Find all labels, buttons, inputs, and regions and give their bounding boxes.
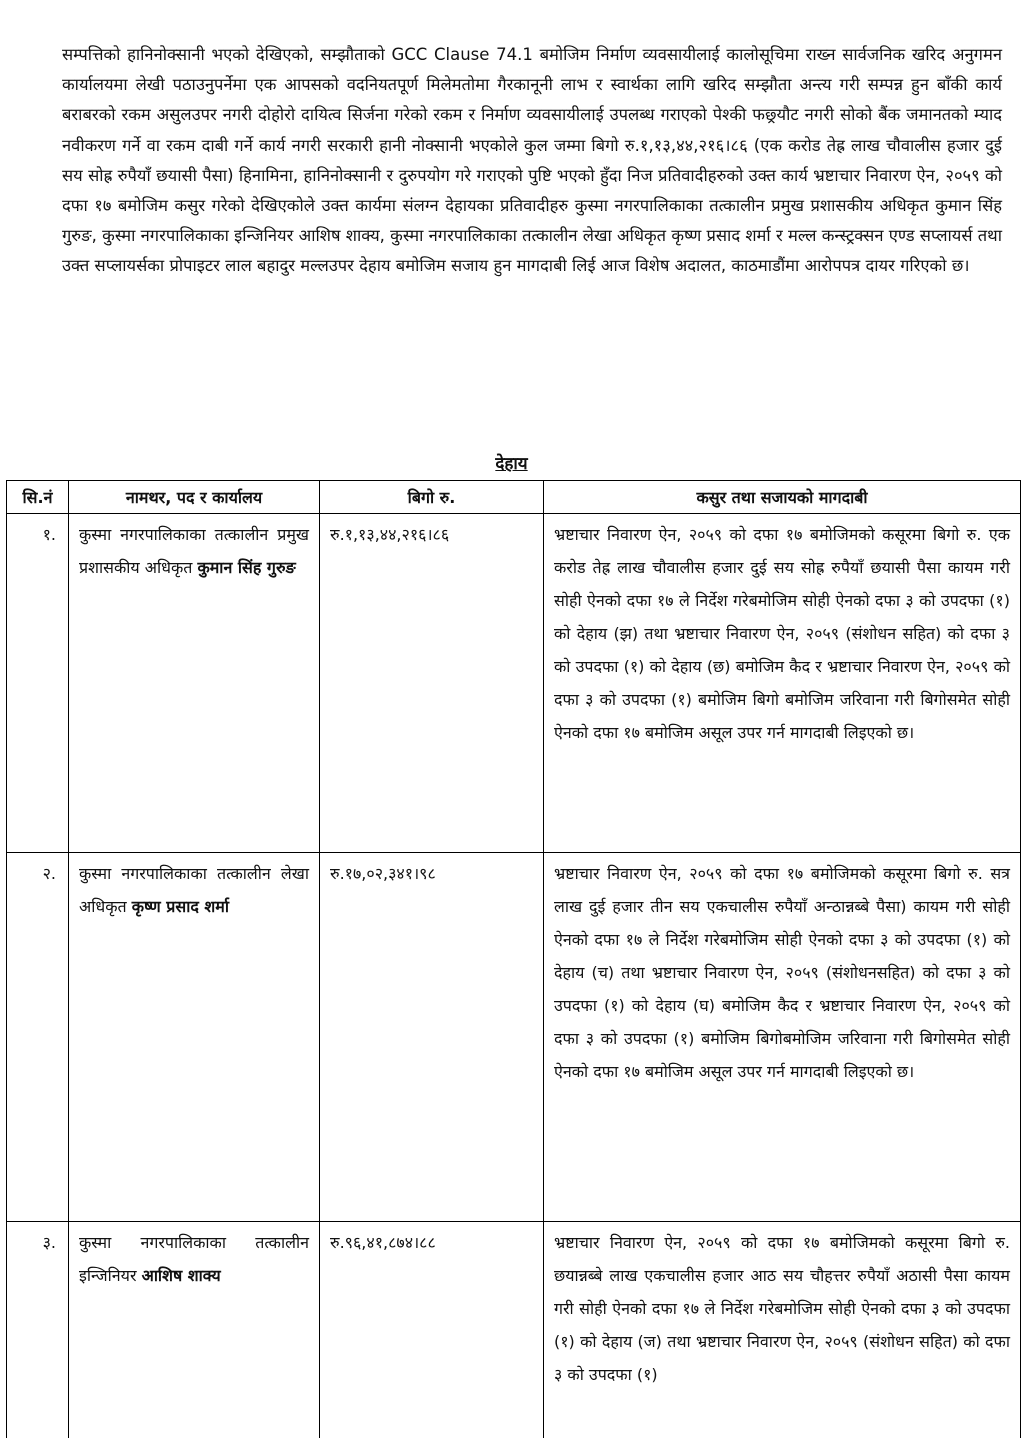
intro-paragraph: सम्पत्तिको हानिनोक्सानी भएको देखिएको, सम्झौताको GCC Clause 74.1 बमोजिम निर्माण व्यवसायीलाई कालोसूचिमा राख्न सार्वजनिक खरिद अनुगमन कार्यालयमा लेखी पठाउनुपर्नेमा एक आपसको वदनियतपूर्ण मिलेमतोमा गैरकानूनी लाभ र स्वार्थका लागि खरिद सम्झौता अन्त्य गरी सम्पन्न हुन बाँकी कार्य बराबरको रकम असुलउपर नगरी दोहोरो दायित्व सिर्जना गरेको रकम र निर्माण व्यवसायीलाई उपलब्ध गराएको पेश्की फछ्र्यौट नगरी सोको बैंक जमानतको म्याद नवीकरण गर्ने वा रकम दाबी गर्ने कार्य नगरी सरकारी हानी नोक्सानी भएकोले कुल जम्मा बिगो रु.१,१३,४४,२१६।८६ (एक करोड तेह्र लाख चौवालीस हजार दुई सय सोह्र रुपैयाँ छयासी पैसा) हिनामिना, हानिनोक्सानी र दुरुपयोग गरे गराएको पुष्टि भएको हुँदा निज प्रतिवादीहरुको उक्त कार्य भ्रष्टाचार निवारण ऐन, २०५९ को दफा १७ बमोजिम कसुर गरेको देखिएकोले उक्त कार्यमा संलग्न देहायका प्रतिवादीहरु कुस्मा नगरपालिकाका तत्कालीन प्रमुख प्रशासकीय अधिकृत कुमान सिंह गुरुङ, कुस्मा नगरपालिकाका इन्जिनियर आशिष शाक्य, कुस्मा नगरपालिकाका तत्कालीन लेखा अधिकृत कृष्ण प्रसाद शर्मा र मल्ल कन्स्ट्रक्सन एण्ड सप्लायर्स तथा उक्त सप्लायर्सका प्रोपाइटर लाल बहादुर मल्लउपर देहाय बमोजिम सजाय हुन मागदाबी लिई आज विशेष अदालत, काठमाडौंमा आरोपपत्र दायर गरिएको छ। — [62, 45, 1002, 276]
table-row — [7, 514, 1021, 853]
row-name-cell — [69, 514, 320, 853]
row-name-cell — [69, 853, 320, 1222]
table-row — [7, 1222, 1021, 1438]
header-amount: बिगो रु. — [320, 481, 544, 514]
row-serial-number: ३. — [7, 1222, 69, 1438]
table-header-row — [7, 481, 1021, 514]
row-serial-number: २. — [7, 853, 69, 1222]
row-person-name: कुमान सिंह गुरुङ — [197, 558, 296, 577]
row-demand: भ्रष्टाचार निवारण ऐन, २०५९ को दफा १७ बमोजिमको कसूरमा बिगो रु. सत्र लाख दुई हजार तीन सय एकचालीस रुपैयाँ अन्ठान्नब्बे पैसा) कायम गरी सोही ऐनको दफा १७ ले निर्देश गरेबमोजिम सोही ऐनको दफा ३ को उपदफा (१) को देहाय (च) तथा भ्रष्टाचार निवारण ऐन, २०५९ (संशोधनसहित) को दफा ३ को उपदफा (१) को देहाय (घ) बमोजिम कैद र भ्रष्टाचार निवारण ऐन, २०५९ को दफा ३ को उपदफा (१) बमोजिम बिगोबमोजिम जरिवाना गरी बिगोसमेत सोही ऐनको दफा १७ बमोजिम असूल उपर गर्न मागदाबी लिइएको छ। — [544, 853, 1021, 1222]
row-demand: भ्रष्टाचार निवारण ऐन, २०५९ को दफा १७ बमोजिमको कसूरमा बिगो रु. छयान्नब्बे लाख एकचालीस हजार आठ सय चौहत्तर रुपैयाँ अठासी पैसा कायम गरी सोही ऐनको दफा १७ ले निर्देश गरेबमोजिम सोही ऐनको दफा ३ को उपदफा (१) को देहाय (ज) तथा भ्रष्टाचार निवारण ऐन, २०५९ (संशोधन सहित) को दफा ३ को उपदफा (१) — [544, 1222, 1021, 1438]
header-name-post-office: नामथर, पद र कार्यालय — [69, 481, 320, 514]
row-person-name: कृष्ण प्रसाद शर्मा — [131, 897, 230, 916]
row-amount: रु.९६,४१,८७४।८८ — [320, 1222, 544, 1438]
header-charge-demand: कसुर तथा सजायको मागदाबी — [544, 481, 1021, 514]
row-demand: भ्रष्टाचार निवारण ऐन, २०५९ को दफा १७ बमोजिमको कसूरमा बिगो रु. एक करोड तेह्र लाख चौवालीस हजार दुई सय सोह्र रुपैयाँ छयासी पैसा कायम गरी सोही ऐनको दफा १७ ले निर्देश गरेबमोजिम सोही ऐनको दफा ३ को उपदफा (१) को देहाय (झ) तथा भ्रष्टाचार निवारण ऐन, २०५९ (संशोधन सहित) को दफा ३ को उपदफा (१) को देहाय (छ) बमोजिम कैद र भ्रष्टाचार निवारण ऐन, २०५९ को दफा ३ को उपदफा (१) बमोजिम बिगो बमोजिम जरिवाना गरी बिगोसमेत सोही ऐनको दफा १७ बमोजिम असूल उपर गर्न मागदाबी लिइएको छ। — [544, 514, 1021, 853]
row-amount: रु.१७,०२,३४१।९८ — [320, 853, 544, 1222]
row-designation: कुस्मा नगरपालिकाका तत्कालीन प्रमुख प्रशासकीय अधिकृत — [79, 525, 309, 577]
row-designation: कुस्मा नगरपालिकाका तत्कालीन लेखा अधिकृत — [79, 864, 309, 916]
row-amount: रु.१,१३,४४,२१६।८६ — [320, 514, 544, 853]
table-row — [7, 853, 1021, 1222]
table-title: देहाय — [495, 454, 528, 474]
row-person-name: आशिष शाक्य — [141, 1266, 221, 1285]
row-designation: कुस्मा नगरपालिकाका तत्कालीन इन्जिनियर — [79, 1233, 309, 1285]
header-serial-number: सि.नं — [7, 481, 69, 514]
charges-table — [6, 480, 1021, 1438]
row-serial-number: १. — [7, 514, 69, 853]
row-name-cell — [69, 1222, 320, 1438]
